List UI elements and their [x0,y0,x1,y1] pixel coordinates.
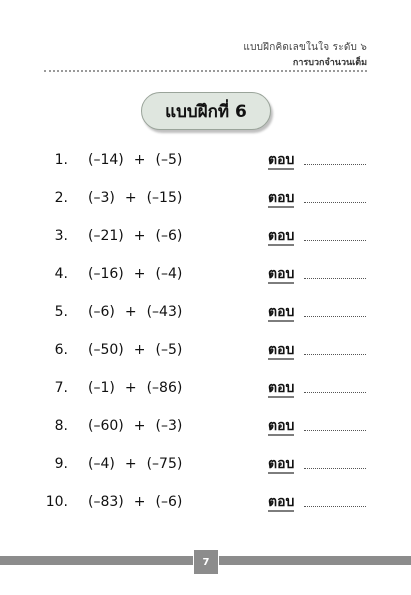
operand-b: (–86) [146,380,183,396]
operand-a: (–3) [88,190,115,206]
problem-row [0,418,411,442]
operand-a: (–16) [88,266,124,282]
operator: + [124,190,137,206]
answer-label: ตอบ [268,342,295,358]
problem-number: 4. [54,266,68,282]
answer-blank[interactable] [304,468,366,469]
operator: + [133,228,146,244]
problem-expression [88,190,182,206]
problem-row [0,228,411,252]
problem-row [0,152,411,176]
operand-b: (–4) [155,266,183,282]
problem-expression [88,494,182,510]
problem-expression [88,304,182,320]
problem-expression [88,228,182,244]
operand-a: (–14) [88,152,124,168]
answer-label: ตอบ [268,456,295,472]
problem-number: 3. [54,228,68,244]
operand-a: (–21) [88,228,124,244]
answer-blank[interactable] [304,164,366,165]
operator: + [124,456,137,472]
header-section: การบวกจำนวนเต็ม [292,58,367,68]
operand-b: (–6) [155,228,183,244]
problem-expression [88,266,182,282]
problem-number: 1. [54,152,68,168]
problem-expression [88,456,182,472]
problem-number: 8. [54,418,68,434]
problem-number: 9. [54,456,68,472]
problem-number: 6. [54,342,68,358]
operator: + [133,342,146,358]
answer-label: ตอบ [268,152,295,168]
answer-label: ตอบ [268,380,295,396]
answer-label: ตอบ [268,190,295,206]
header-book-title: แบบฝึกคิดเลขในใจ ระดับ ๖ [243,42,367,53]
problem-expression [88,152,182,168]
operator: + [133,494,146,510]
operand-b: (–3) [155,418,183,434]
operand-b: (–43) [146,304,183,320]
operand-a: (–60) [88,418,124,434]
operand-b: (–15) [146,190,183,206]
page-number: 7 [193,549,219,575]
answer-label: ตอบ [268,418,295,434]
answer-blank[interactable] [304,506,366,507]
answer-label: ตอบ [268,266,295,282]
operator: + [124,380,137,396]
answer-blank[interactable] [304,202,366,203]
problem-row [0,190,411,214]
problem-expression [88,342,182,358]
problem-row [0,266,411,290]
exercise-title: แบบฝึกที่ 6 [141,92,271,130]
answer-blank[interactable] [304,354,366,355]
problem-row [0,304,411,328]
problem-row [0,456,411,480]
operand-b: (–5) [155,342,183,358]
operand-a: (–6) [88,304,115,320]
answer-label: ตอบ [268,304,295,320]
dotted-divider [44,70,367,72]
problem-number: 10. [45,494,68,510]
operator: + [133,266,146,282]
answer-blank[interactable] [304,392,366,393]
answer-blank[interactable] [304,316,366,317]
answer-label: ตอบ [268,228,295,244]
operand-a: (–50) [88,342,124,358]
problem-row [0,494,411,518]
operand-b: (–75) [146,456,183,472]
operator: + [124,304,137,320]
problem-expression [88,380,182,396]
answer-blank[interactable] [304,278,366,279]
problem-number: 2. [54,190,68,206]
problem-row [0,380,411,404]
operator: + [133,418,146,434]
problem-number: 7. [54,380,68,396]
answer-blank[interactable] [304,430,366,431]
problem-expression [88,418,182,434]
operator: + [133,152,146,168]
operand-b: (–6) [155,494,183,510]
operand-a: (–4) [88,456,115,472]
operand-a: (–1) [88,380,115,396]
answer-blank[interactable] [304,240,366,241]
operand-b: (–5) [155,152,183,168]
operand-a: (–83) [88,494,124,510]
problem-number: 5. [54,304,68,320]
problem-row [0,342,411,366]
answer-label: ตอบ [268,494,295,510]
